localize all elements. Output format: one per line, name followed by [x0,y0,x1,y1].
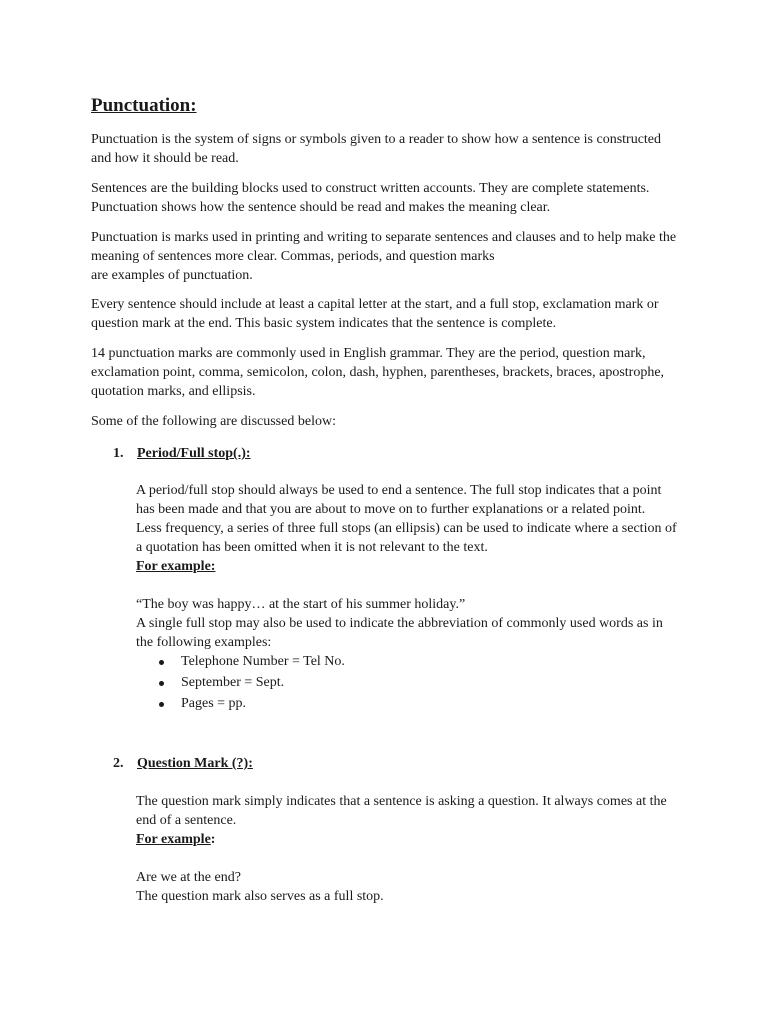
bullet-icon [159,681,164,686]
example-label: For example [136,832,211,847]
list-item: September = Sept. [136,673,681,694]
paragraph-discussed-below: Some of the following are discussed below: [91,414,336,429]
section-question-text-1: The question mark simply indicates that a sentence is asking a question. It always comes at the end of a sentence. [136,794,667,828]
example-text: “The boy was happy… at the start of his summer holiday.” [136,597,466,612]
list-item: Pages = pp. [136,694,681,715]
section-question-follow-text: The question mark also serves as a full stop. [136,889,384,904]
page-title: Punctuation: [91,95,197,116]
section-title: Question Mark (?): [137,756,253,771]
paragraph-marks-line-a: Punctuation is marks used in printing and writing to separate sentences and clauses and to help make the meaning of sentences more clear. Commas, periods, and question marks [91,230,677,264]
section-period-text-1: A period/full stop should always be used to end a sentence. The full stop indicates that a point has been made and that you are about to move on to further explanations or a related point. [136,483,662,517]
abbreviation-list [136,652,681,715]
section-period-body [136,481,681,715]
example-text: Are we at the end? [136,870,241,885]
bullet-icon [159,702,164,707]
paragraph-definition: Punctuation is the system of signs or symbols given to a reader to show how a sentence is constructed and how it should be read. [91,132,662,166]
list-item: Telephone Number = Tel No. [136,652,681,673]
section-period-text-2: Less frequency, a series of three full stops (an ellipsis) can be used to indicate where a section of a quotation has been omitted when it is not relevant to the text. [136,521,677,555]
example-label-colon: : [210,832,216,847]
paragraph-marks [91,228,681,285]
example-label-line [136,830,681,849]
section-number: 1. [113,446,124,461]
example-label: For example: [136,559,216,574]
section-period-follow-text: A single full stop may also be used to indicate the abbreviation of commonly used words as in the following examples: [136,616,663,650]
document-page [91,93,681,442]
section-title: Period/Full stop(.): [137,446,251,461]
paragraph-building-blocks: Sentences are the building blocks used to construct written accounts. They are complete statements. Punctuation shows how the sentence should be read and makes the meaning clear. [91,181,650,215]
section-question-body [136,792,681,906]
paragraph-every-sentence: Every sentence should include at least a capital letter at the start, and a full stop, exclamation mark or question mark at the end. This basic system indicates that the sentence is complete. [91,297,659,331]
paragraph-marks-line-b: are examples of punctuation. [91,268,253,283]
section-number: 2. [113,756,124,771]
paragraph-fourteen-marks: 14 punctuation marks are commonly used in English grammar. They are the period, question mark, exclamation point, comma, semicolon, colon, dash, hyphen, parentheses, brackets, braces, apostrophe, quotation marks, and ellipsis. [91,346,665,399]
bullet-icon [159,660,164,665]
